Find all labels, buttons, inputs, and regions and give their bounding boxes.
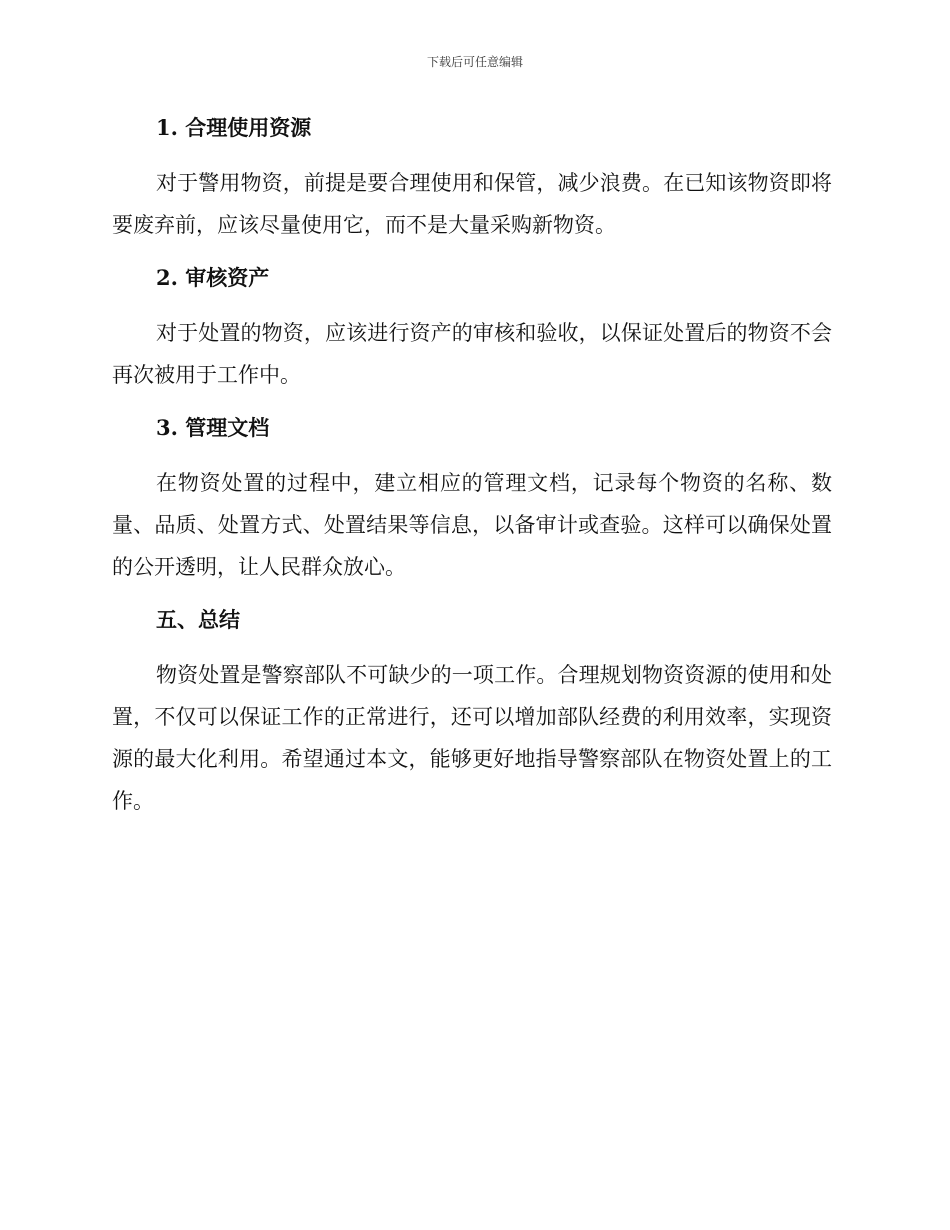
section-paragraph-summary: 物资处置是警察部队不可缺少的一项工作。合理规划物资资源的使用和处置，不仅可以保证工作的正常进行，还可以增加部队经费的利用效率，实现资源的最大化利用。希望通过本文，能够更好地指导警察部队在物资处置上的工作。 <box>112 663 832 813</box>
section-heading-resource-use: 1. 合理使用资源 <box>156 115 312 140</box>
document-body <box>112 108 832 822</box>
section-paragraph-document-management: 在物资处置的过程中，建立相应的管理文档，记录每个物资的名称、数量、品质、处置方式、处置结果等信息，以备审计或查验。这样可以确保处置的公开透明，让人民群众放心。 <box>112 471 832 579</box>
section-heading-asset-audit: 2. 审核资产 <box>156 265 270 290</box>
section-heading-document-management: 3. 管理文档 <box>156 415 270 440</box>
section-paragraph-resource-use: 对于警用物资，前提是要合理使用和保管，减少浪费。在已知该物资即将要废弃前，应该尽量使用它，而不是大量采购新物资。 <box>112 171 832 237</box>
section-paragraph-asset-audit: 对于处置的物资，应该进行资产的审核和验收，以保证处置后的物资不会再次被用于工作中。 <box>112 321 832 387</box>
page-header-note: 下载后可任意编辑 <box>426 55 523 69</box>
section-heading-summary: 五、总结 <box>156 607 240 632</box>
